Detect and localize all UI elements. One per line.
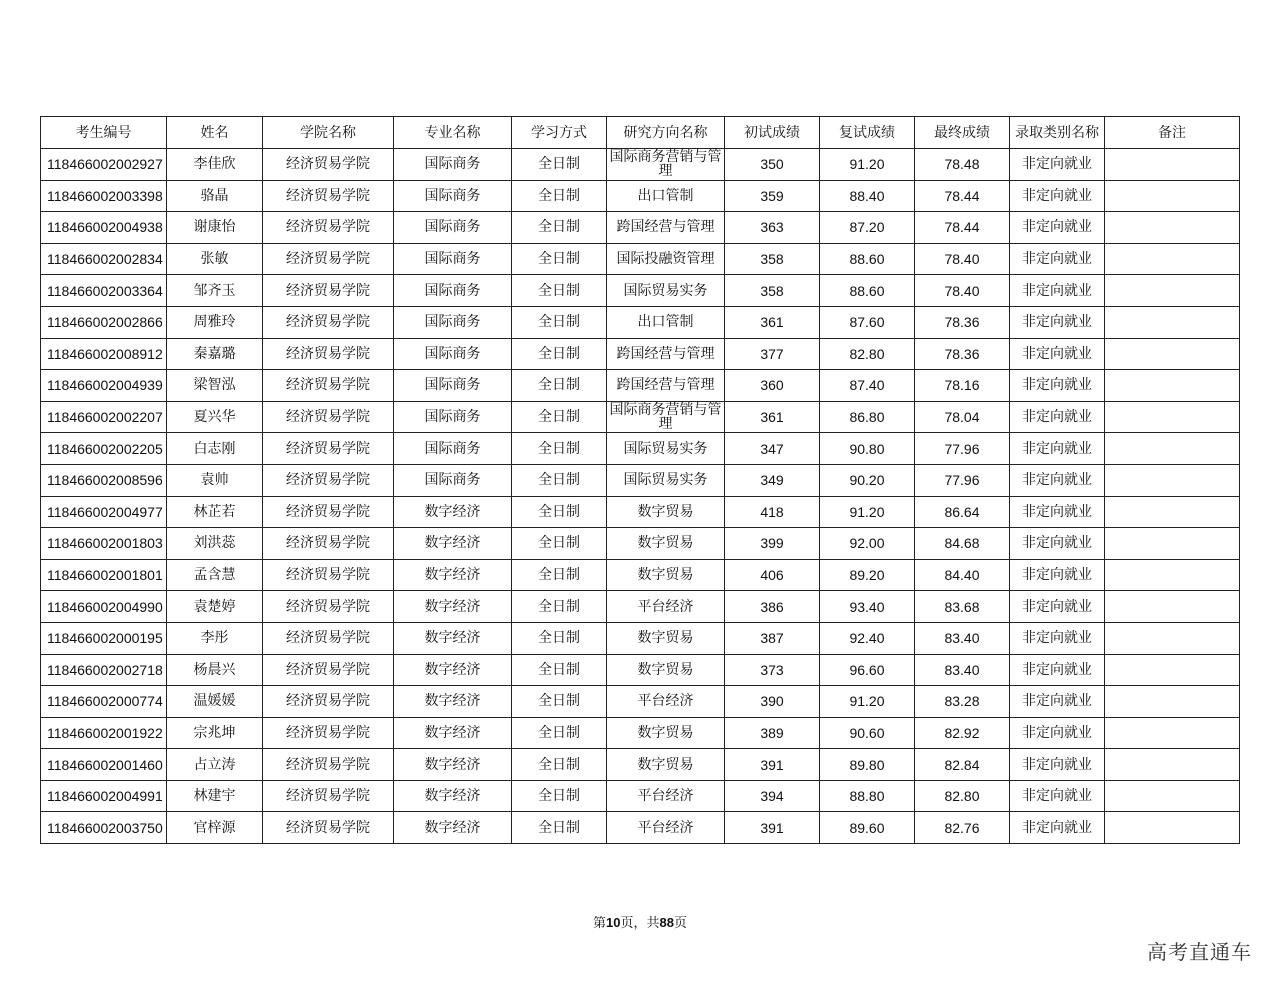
column-header-study-mode: 学习方式 xyxy=(512,117,607,149)
cell-study-mode: 全日制 xyxy=(512,464,607,496)
cell-college: 经济贸易学院 xyxy=(263,717,394,749)
cell-remarks xyxy=(1105,212,1240,244)
cell-name: 占立涛 xyxy=(167,749,263,781)
cell-admission-category: 非定向就业 xyxy=(1010,370,1105,402)
cell-final-score: 78.04 xyxy=(915,401,1010,433)
cell-preliminary-score: 406 xyxy=(725,559,820,591)
cell-research-direction: 跨国经营与管理 xyxy=(607,370,725,402)
cell-admission-category: 非定向就业 xyxy=(1010,464,1105,496)
cell-college: 经济贸易学院 xyxy=(263,622,394,654)
cell-study-mode: 全日制 xyxy=(512,212,607,244)
cell-admission-category: 非定向就业 xyxy=(1010,622,1105,654)
table-row xyxy=(41,654,1240,686)
cell-research-direction: 数字贸易 xyxy=(607,749,725,781)
cell-major: 数字经济 xyxy=(394,622,512,654)
cell-name: 林建宇 xyxy=(167,780,263,812)
cell-admission-category: 非定向就业 xyxy=(1010,180,1105,212)
cell-candidate-id: 118466002002927 xyxy=(41,149,167,181)
cell-name: 张敏 xyxy=(167,243,263,275)
table-row xyxy=(41,275,1240,307)
table-row xyxy=(41,306,1240,338)
cell-final-score: 78.44 xyxy=(915,180,1010,212)
cell-preliminary-score: 361 xyxy=(725,401,820,433)
cell-study-mode: 全日制 xyxy=(512,243,607,275)
cell-study-mode: 全日制 xyxy=(512,433,607,465)
admission-results-table xyxy=(40,116,1240,844)
cell-admission-category: 非定向就业 xyxy=(1010,686,1105,718)
cell-candidate-id: 118466002001803 xyxy=(41,528,167,560)
cell-final-score: 82.84 xyxy=(915,749,1010,781)
cell-study-mode: 全日制 xyxy=(512,401,607,433)
cell-preliminary-score: 389 xyxy=(725,717,820,749)
cell-final-score: 78.40 xyxy=(915,243,1010,275)
cell-major: 数字经济 xyxy=(394,717,512,749)
cell-study-mode: 全日制 xyxy=(512,496,607,528)
cell-major: 国际商务 xyxy=(394,243,512,275)
cell-name: 梁智泓 xyxy=(167,370,263,402)
cell-major: 数字经济 xyxy=(394,496,512,528)
cell-final-score: 82.76 xyxy=(915,812,1010,844)
cell-preliminary-score: 347 xyxy=(725,433,820,465)
cell-college: 经济贸易学院 xyxy=(263,686,394,718)
cell-remarks xyxy=(1105,717,1240,749)
column-header-college: 学院名称 xyxy=(263,117,394,149)
cell-research-direction: 国际贸易实务 xyxy=(607,433,725,465)
footer-prefix: 第 xyxy=(593,916,607,931)
cell-final-score: 77.96 xyxy=(915,433,1010,465)
cell-remarks xyxy=(1105,401,1240,433)
cell-study-mode: 全日制 xyxy=(512,306,607,338)
cell-candidate-id: 118466002004991 xyxy=(41,780,167,812)
cell-final-score: 78.48 xyxy=(915,149,1010,181)
cell-retest-score: 89.20 xyxy=(820,559,915,591)
cell-study-mode: 全日制 xyxy=(512,622,607,654)
cell-research-direction: 跨国经营与管理 xyxy=(607,338,725,370)
cell-candidate-id: 118466002004977 xyxy=(41,496,167,528)
table-row xyxy=(41,243,1240,275)
cell-name: 夏兴华 xyxy=(167,401,263,433)
cell-study-mode: 全日制 xyxy=(512,780,607,812)
cell-name: 骆晶 xyxy=(167,180,263,212)
cell-retest-score: 88.60 xyxy=(820,275,915,307)
cell-remarks xyxy=(1105,496,1240,528)
cell-college: 经济贸易学院 xyxy=(263,780,394,812)
cell-major: 数字经济 xyxy=(394,749,512,781)
cell-retest-score: 89.80 xyxy=(820,749,915,781)
cell-candidate-id: 118466002003364 xyxy=(41,275,167,307)
cell-candidate-id: 118466002001801 xyxy=(41,559,167,591)
cell-remarks xyxy=(1105,528,1240,560)
cell-final-score: 78.40 xyxy=(915,275,1010,307)
cell-candidate-id: 118466002002718 xyxy=(41,654,167,686)
cell-college: 经济贸易学院 xyxy=(263,401,394,433)
cell-study-mode: 全日制 xyxy=(512,528,607,560)
column-header-candidate-id: 考生编号 xyxy=(41,117,167,149)
cell-college: 经济贸易学院 xyxy=(263,370,394,402)
cell-study-mode: 全日制 xyxy=(512,749,607,781)
cell-preliminary-score: 358 xyxy=(725,275,820,307)
table-row xyxy=(41,780,1240,812)
cell-college: 经济贸易学院 xyxy=(263,433,394,465)
cell-major: 国际商务 xyxy=(394,180,512,212)
cell-retest-score: 96.60 xyxy=(820,654,915,686)
cell-preliminary-score: 386 xyxy=(725,591,820,623)
cell-college: 经济贸易学院 xyxy=(263,243,394,275)
table-row xyxy=(41,717,1240,749)
cell-candidate-id: 118466002001922 xyxy=(41,717,167,749)
cell-final-score: 82.92 xyxy=(915,717,1010,749)
table-row xyxy=(41,749,1240,781)
cell-college: 经济贸易学院 xyxy=(263,591,394,623)
cell-admission-category: 非定向就业 xyxy=(1010,306,1105,338)
cell-study-mode: 全日制 xyxy=(512,654,607,686)
cell-final-score: 78.16 xyxy=(915,370,1010,402)
cell-research-direction: 平台经济 xyxy=(607,812,725,844)
current-page-number: 10 xyxy=(606,915,621,930)
cell-research-direction: 数字贸易 xyxy=(607,622,725,654)
cell-college: 经济贸易学院 xyxy=(263,528,394,560)
cell-major: 国际商务 xyxy=(394,338,512,370)
cell-name: 李彤 xyxy=(167,622,263,654)
cell-remarks xyxy=(1105,433,1240,465)
cell-preliminary-score: 387 xyxy=(725,622,820,654)
cell-preliminary-score: 399 xyxy=(725,528,820,560)
cell-candidate-id: 118466002004938 xyxy=(41,212,167,244)
cell-candidate-id: 118466002002205 xyxy=(41,433,167,465)
column-header-major: 专业名称 xyxy=(394,117,512,149)
cell-major: 国际商务 xyxy=(394,464,512,496)
cell-candidate-id: 118466002002207 xyxy=(41,401,167,433)
cell-preliminary-score: 373 xyxy=(725,654,820,686)
cell-research-direction: 国际贸易实务 xyxy=(607,275,725,307)
cell-college: 经济贸易学院 xyxy=(263,212,394,244)
cell-retest-score: 90.60 xyxy=(820,717,915,749)
cell-college: 经济贸易学院 xyxy=(263,654,394,686)
cell-research-direction: 数字贸易 xyxy=(607,559,725,591)
cell-final-score: 77.96 xyxy=(915,464,1010,496)
cell-candidate-id: 118466002004990 xyxy=(41,591,167,623)
cell-major: 数字经济 xyxy=(394,559,512,591)
table-row xyxy=(41,464,1240,496)
table-row xyxy=(41,686,1240,718)
cell-remarks xyxy=(1105,370,1240,402)
cell-preliminary-score: 390 xyxy=(725,686,820,718)
table-row xyxy=(41,338,1240,370)
cell-research-direction: 数字贸易 xyxy=(607,717,725,749)
table-row xyxy=(41,559,1240,591)
cell-remarks xyxy=(1105,591,1240,623)
table-row xyxy=(41,180,1240,212)
cell-candidate-id: 118466002001460 xyxy=(41,749,167,781)
table-row xyxy=(41,401,1240,433)
cell-retest-score: 89.60 xyxy=(820,812,915,844)
cell-admission-category: 非定向就业 xyxy=(1010,243,1105,275)
cell-preliminary-score: 363 xyxy=(725,212,820,244)
table-row xyxy=(41,496,1240,528)
cell-research-direction: 国际贸易实务 xyxy=(607,464,725,496)
cell-preliminary-score: 394 xyxy=(725,780,820,812)
column-header-retest-score: 复试成绩 xyxy=(820,117,915,149)
cell-admission-category: 非定向就业 xyxy=(1010,780,1105,812)
cell-final-score: 78.44 xyxy=(915,212,1010,244)
cell-study-mode: 全日制 xyxy=(512,591,607,623)
cell-study-mode: 全日制 xyxy=(512,275,607,307)
cell-name: 温媛媛 xyxy=(167,686,263,718)
cell-study-mode: 全日制 xyxy=(512,686,607,718)
cell-research-direction: 出口管制 xyxy=(607,306,725,338)
cell-research-direction: 国际商务营销与管理 xyxy=(607,401,725,433)
cell-study-mode: 全日制 xyxy=(512,149,607,181)
cell-research-direction: 平台经济 xyxy=(607,686,725,718)
cell-name: 林芷若 xyxy=(167,496,263,528)
cell-major: 国际商务 xyxy=(394,401,512,433)
cell-research-direction: 国际商务营销与管理 xyxy=(607,149,725,181)
cell-remarks xyxy=(1105,180,1240,212)
cell-name: 白志刚 xyxy=(167,433,263,465)
cell-final-score: 83.68 xyxy=(915,591,1010,623)
cell-retest-score: 86.80 xyxy=(820,401,915,433)
cell-remarks xyxy=(1105,464,1240,496)
total-page-count: 88 xyxy=(659,915,674,930)
cell-study-mode: 全日制 xyxy=(512,180,607,212)
cell-remarks xyxy=(1105,812,1240,844)
cell-name: 刘洪蕊 xyxy=(167,528,263,560)
cell-admission-category: 非定向就业 xyxy=(1010,212,1105,244)
cell-retest-score: 82.80 xyxy=(820,338,915,370)
cell-major: 国际商务 xyxy=(394,275,512,307)
cell-name: 李佳欣 xyxy=(167,149,263,181)
cell-retest-score: 91.20 xyxy=(820,496,915,528)
cell-remarks xyxy=(1105,243,1240,275)
cell-retest-score: 90.20 xyxy=(820,464,915,496)
cell-remarks xyxy=(1105,654,1240,686)
cell-preliminary-score: 358 xyxy=(725,243,820,275)
cell-preliminary-score: 391 xyxy=(725,749,820,781)
cell-retest-score: 88.40 xyxy=(820,180,915,212)
cell-admission-category: 非定向就业 xyxy=(1010,496,1105,528)
cell-study-mode: 全日制 xyxy=(512,370,607,402)
cell-candidate-id: 118466002000774 xyxy=(41,686,167,718)
cell-remarks xyxy=(1105,559,1240,591)
cell-major: 数字经济 xyxy=(394,591,512,623)
cell-candidate-id: 118466002008596 xyxy=(41,464,167,496)
cell-retest-score: 87.40 xyxy=(820,370,915,402)
column-header-final-score: 最终成绩 xyxy=(915,117,1010,149)
cell-study-mode: 全日制 xyxy=(512,717,607,749)
cell-admission-category: 非定向就业 xyxy=(1010,149,1105,181)
table-row xyxy=(41,212,1240,244)
table-row xyxy=(41,149,1240,181)
cell-admission-category: 非定向就业 xyxy=(1010,559,1105,591)
cell-remarks xyxy=(1105,275,1240,307)
cell-major: 数字经济 xyxy=(394,812,512,844)
cell-admission-category: 非定向就业 xyxy=(1010,275,1105,307)
cell-college: 经济贸易学院 xyxy=(263,496,394,528)
cell-candidate-id: 118466002004939 xyxy=(41,370,167,402)
cell-candidate-id: 118466002003398 xyxy=(41,180,167,212)
cell-name: 周雅玲 xyxy=(167,306,263,338)
column-header-preliminary-score: 初试成绩 xyxy=(725,117,820,149)
cell-retest-score: 91.20 xyxy=(820,686,915,718)
table-row xyxy=(41,812,1240,844)
table-row xyxy=(41,528,1240,560)
cell-candidate-id: 118466002003750 xyxy=(41,812,167,844)
cell-final-score: 82.80 xyxy=(915,780,1010,812)
cell-major: 数字经济 xyxy=(394,686,512,718)
cell-candidate-id: 118466002000195 xyxy=(41,622,167,654)
cell-name: 宗兆坤 xyxy=(167,717,263,749)
cell-name: 秦嘉璐 xyxy=(167,338,263,370)
cell-name: 孟含慧 xyxy=(167,559,263,591)
cell-college: 经济贸易学院 xyxy=(263,559,394,591)
cell-college: 经济贸易学院 xyxy=(263,464,394,496)
table-row xyxy=(41,622,1240,654)
cell-research-direction: 平台经济 xyxy=(607,591,725,623)
cell-preliminary-score: 349 xyxy=(725,464,820,496)
cell-study-mode: 全日制 xyxy=(512,559,607,591)
cell-final-score: 78.36 xyxy=(915,338,1010,370)
table-row xyxy=(41,591,1240,623)
cell-college: 经济贸易学院 xyxy=(263,812,394,844)
cell-research-direction: 平台经济 xyxy=(607,780,725,812)
cell-candidate-id: 118466002008912 xyxy=(41,338,167,370)
cell-college: 经济贸易学院 xyxy=(263,180,394,212)
cell-major: 国际商务 xyxy=(394,212,512,244)
cell-major: 国际商务 xyxy=(394,149,512,181)
footer-suffix: 页 xyxy=(673,916,687,931)
cell-final-score: 78.36 xyxy=(915,306,1010,338)
cell-name: 邹齐玉 xyxy=(167,275,263,307)
cell-research-direction: 跨国经营与管理 xyxy=(607,212,725,244)
cell-candidate-id: 118466002002866 xyxy=(41,306,167,338)
column-header-remarks: 备注 xyxy=(1105,117,1240,149)
cell-final-score: 86.64 xyxy=(915,496,1010,528)
cell-research-direction: 数字贸易 xyxy=(607,528,725,560)
cell-remarks xyxy=(1105,622,1240,654)
cell-preliminary-score: 361 xyxy=(725,306,820,338)
cell-remarks xyxy=(1105,149,1240,181)
column-header-admission-category: 录取类别名称 xyxy=(1010,117,1105,149)
cell-remarks xyxy=(1105,780,1240,812)
cell-retest-score: 92.00 xyxy=(820,528,915,560)
cell-admission-category: 非定向就业 xyxy=(1010,528,1105,560)
cell-preliminary-score: 391 xyxy=(725,812,820,844)
cell-retest-score: 93.40 xyxy=(820,591,915,623)
cell-retest-score: 88.80 xyxy=(820,780,915,812)
cell-final-score: 83.40 xyxy=(915,654,1010,686)
cell-name: 官梓源 xyxy=(167,812,263,844)
cell-college: 经济贸易学院 xyxy=(263,338,394,370)
cell-college: 经济贸易学院 xyxy=(263,749,394,781)
cell-final-score: 84.40 xyxy=(915,559,1010,591)
cell-retest-score: 88.60 xyxy=(820,243,915,275)
cell-retest-score: 90.80 xyxy=(820,433,915,465)
cell-admission-category: 非定向就业 xyxy=(1010,717,1105,749)
table-header-row xyxy=(41,117,1240,149)
cell-major: 数字经济 xyxy=(394,528,512,560)
cell-retest-score: 87.60 xyxy=(820,306,915,338)
cell-study-mode: 全日制 xyxy=(512,812,607,844)
cell-study-mode: 全日制 xyxy=(512,338,607,370)
cell-retest-score: 87.20 xyxy=(820,212,915,244)
cell-major: 国际商务 xyxy=(394,306,512,338)
cell-admission-category: 非定向就业 xyxy=(1010,591,1105,623)
cell-candidate-id: 118466002002834 xyxy=(41,243,167,275)
cell-remarks xyxy=(1105,338,1240,370)
cell-remarks xyxy=(1105,686,1240,718)
cell-major: 国际商务 xyxy=(394,370,512,402)
table-row xyxy=(41,433,1240,465)
cell-name: 谢康怡 xyxy=(167,212,263,244)
cell-admission-category: 非定向就业 xyxy=(1010,401,1105,433)
cell-remarks xyxy=(1105,749,1240,781)
table-row xyxy=(41,370,1240,402)
cell-college: 经济贸易学院 xyxy=(263,275,394,307)
cell-remarks xyxy=(1105,306,1240,338)
cell-admission-category: 非定向就业 xyxy=(1010,812,1105,844)
cell-preliminary-score: 360 xyxy=(725,370,820,402)
cell-final-score: 83.40 xyxy=(915,622,1010,654)
cell-research-direction: 国际投融资管理 xyxy=(607,243,725,275)
cell-admission-category: 非定向就业 xyxy=(1010,433,1105,465)
cell-major: 数字经济 xyxy=(394,654,512,686)
cell-major: 国际商务 xyxy=(394,433,512,465)
cell-major: 数字经济 xyxy=(394,780,512,812)
cell-admission-category: 非定向就业 xyxy=(1010,654,1105,686)
cell-name: 袁帅 xyxy=(167,464,263,496)
column-header-name: 姓名 xyxy=(167,117,263,149)
footer-middle: 页，共 xyxy=(620,916,660,931)
cell-retest-score: 91.20 xyxy=(820,149,915,181)
cell-preliminary-score: 350 xyxy=(725,149,820,181)
cell-college: 经济贸易学院 xyxy=(263,149,394,181)
page-footer xyxy=(0,912,1280,931)
cell-retest-score: 92.40 xyxy=(820,622,915,654)
cell-admission-category: 非定向就业 xyxy=(1010,749,1105,781)
cell-final-score: 83.28 xyxy=(915,686,1010,718)
watermark: 高考直通车 xyxy=(1147,940,1252,964)
cell-college: 经济贸易学院 xyxy=(263,306,394,338)
cell-research-direction: 数字贸易 xyxy=(607,654,725,686)
table-body xyxy=(41,149,1240,844)
cell-preliminary-score: 377 xyxy=(725,338,820,370)
cell-research-direction: 出口管制 xyxy=(607,180,725,212)
column-header-research-direction: 研究方向名称 xyxy=(607,117,725,149)
cell-preliminary-score: 359 xyxy=(725,180,820,212)
cell-final-score: 84.68 xyxy=(915,528,1010,560)
cell-name: 袁楚婷 xyxy=(167,591,263,623)
cell-preliminary-score: 418 xyxy=(725,496,820,528)
cell-name: 杨晨兴 xyxy=(167,654,263,686)
cell-research-direction: 数字贸易 xyxy=(607,496,725,528)
cell-admission-category: 非定向就业 xyxy=(1010,338,1105,370)
